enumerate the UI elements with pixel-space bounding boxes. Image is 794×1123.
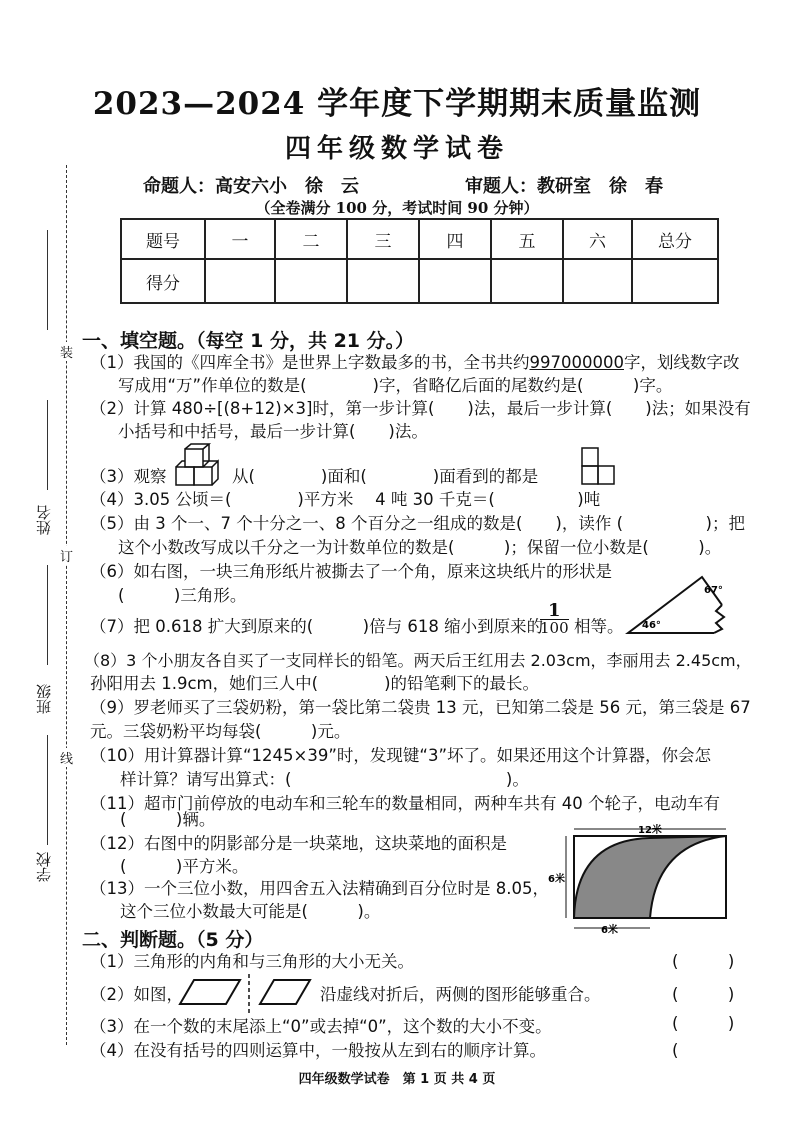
score-blank[interactable] <box>632 259 718 303</box>
cubes-figure <box>173 443 225 489</box>
question-6-line-1: （6）如右图，一块三角形纸片被撕去了一个角，原来这块纸片的形状是 <box>90 562 612 581</box>
question-6-line-2: ( )三角形。 <box>118 586 247 605</box>
score-cell: 三 <box>347 219 419 259</box>
question-8-line-2: 孙阳用去 1.9cm，她们三人中( )的铅笔剩下的最长。 <box>90 674 540 693</box>
score-blank[interactable] <box>419 259 491 303</box>
question-5-line-1: （5）由 3 个一、7 个十分之一、8 个百分之一组成的数是( )，读作 ( )；把 <box>90 514 745 533</box>
score-blank[interactable] <box>347 259 419 303</box>
q1-underlined-number: 997000000 <box>529 353 624 372</box>
question-2-line-2: 小括号和中括号，最后一步计算( )法。 <box>118 422 428 441</box>
question-1-line-1 <box>90 352 739 374</box>
question-7 <box>90 616 543 638</box>
q1-text-a: （1）我国的《四库全书》是世界上字数最多的书，全书共约 <box>90 353 530 372</box>
binding-label-zhuang: 装 <box>60 342 73 361</box>
question-12-line-2: ( )平方米。 <box>120 857 249 876</box>
question-10-line-1: （10）用计算器计算“1245×39”时，发现键“3”坏了。如果还用这个计算器，你会怎 <box>90 746 711 765</box>
question-9-line-2: 元。三袋奶粉平均每袋( )元。 <box>90 722 351 741</box>
binding-dashed-line <box>66 165 67 1045</box>
score-table <box>120 218 719 304</box>
judge-2 <box>90 984 183 1006</box>
school-name-line-top <box>47 230 48 330</box>
question-9-line-1: （9）罗老师买了三袋奶粉，第一袋比第二袋贵 13 元，已知第二袋是 56 元，第三袋是 67 <box>90 698 751 717</box>
school-label: 学校 <box>35 852 53 882</box>
judge-4: （4）在没有括号的四则运算中，一般按从左到右的顺序计算。 <box>90 1041 546 1060</box>
judge-3-answer[interactable]: ( ) <box>672 1014 735 1033</box>
view-shape-figure <box>580 446 616 486</box>
question-2-line-1: （2）计算 480÷[(8+12)×3]时，第一步计算( )法，最后一步计算( )法；如果没有 <box>90 399 751 418</box>
question-11-line-1: （11）超市门前停放的电动车和三轮车的数量相同，两种车共有 40 个轮子，电动车有 <box>90 794 720 813</box>
fraction-denominator: 100 <box>540 619 569 637</box>
section-2-heading: 二、判断题。（5 分） <box>82 929 264 951</box>
score-blank[interactable] <box>205 259 275 303</box>
judge-1-answer[interactable]: ( ) <box>672 952 735 971</box>
garden-bottom-length: 6米 <box>601 925 618 936</box>
j2-text-b: 沿虚线对折后，两侧的图形能够重合。 <box>320 985 601 1004</box>
triangle-angle-46: 46° <box>642 620 661 631</box>
question-1-line-2: 写成用“万”作单位的数是( )字，省略亿后面的尾数约是( )字。 <box>118 376 673 395</box>
binding-label-xian: 线 <box>60 748 73 767</box>
score-table-header-row <box>121 219 718 259</box>
q7-text-b: 相等。 <box>574 617 624 636</box>
question-13-line-2: 这个三位小数最大可能是( )。 <box>120 902 381 921</box>
fraction-numerator: 1 <box>540 603 569 620</box>
fraction-1-100 <box>540 600 569 637</box>
score-cell: 题号 <box>121 219 205 259</box>
q3-text-a: （3）观察 <box>90 467 167 486</box>
class-write-line[interactable] <box>47 565 48 665</box>
triangle-angle-67: 67° <box>704 585 723 596</box>
judge-4-answer[interactable]: ( <box>672 1041 679 1060</box>
question-8-line-1: （8）3 个小朋友各自买了一支同样长的铅笔。两天后王红用去 2.03cm，李丽用去 2.45cm， <box>84 651 752 670</box>
q3-text-b: 从( )面和( )面看到的都是 <box>232 467 539 486</box>
score-cell: 六 <box>563 219 632 259</box>
score-blank[interactable] <box>563 259 632 303</box>
judge-2-answer[interactable]: ( ) <box>672 985 735 1004</box>
score-cell: 二 <box>275 219 347 259</box>
name-label: 姓名 <box>35 505 53 535</box>
parallelogram-fold-figure <box>176 974 316 1016</box>
score-row-label: 得分 <box>121 259 205 303</box>
question-12-line-1: （12）右图中的阴影部分是一块菜地，这块菜地的面积是 <box>90 834 507 853</box>
j2-text-a: （2）如图， <box>90 985 183 1004</box>
score-table-score-row <box>121 259 718 303</box>
score-blank[interactable] <box>491 259 563 303</box>
authors-line <box>143 172 663 198</box>
judge-3: （3）在一个数的末尾添上“0”或去掉“0”，这个数的大小不变。 <box>90 1017 552 1036</box>
reviewer: 审题人：教研室 徐 春 <box>465 176 663 197</box>
question-13-line-1: （13）一个三位小数，用四舍五入法精确到百分位时是 8.05， <box>90 879 549 898</box>
exam-title: 2023—2024 学年度下学期期末质量监测 <box>92 86 702 122</box>
question-11-line-2: ( )辆。 <box>120 810 216 829</box>
score-cell: 一 <box>205 219 275 259</box>
torn-triangle-figure <box>624 575 734 637</box>
garden-top-length: 12米 <box>638 825 662 836</box>
score-cell: 总分 <box>632 219 718 259</box>
class-label: 班级 <box>35 684 53 714</box>
score-cell: 四 <box>419 219 491 259</box>
name-write-line[interactable] <box>47 400 48 490</box>
section-1-heading: 一、填空题。（每空 1 分，共 21 分。） <box>82 330 415 352</box>
garden-area-figure <box>546 824 736 936</box>
question-4: （4）3.05 公顷＝( )平方米 4 吨 30 千克＝( )吨 <box>90 490 601 509</box>
question-3 <box>90 466 167 488</box>
question-10-line-2: 样计算？请写出算式：( )。 <box>120 770 529 789</box>
question-5-line-2: 这个小数改写成以千分之一为计数单位的数是( )；保留一位小数是( )。 <box>118 538 722 557</box>
binding-label-ding: 订 <box>60 546 73 565</box>
school-write-line[interactable] <box>47 735 48 845</box>
judge-1: （1）三角形的内角和与三角形的大小无关。 <box>90 952 414 971</box>
garden-left-height: 6米 <box>548 874 565 885</box>
score-blank[interactable] <box>275 259 347 303</box>
proposer: 命题人：高安六小 徐 云 <box>143 176 359 197</box>
page-footer: 四年级数学试卷 第 1 页 共 4 页 <box>298 1072 496 1087</box>
exam-subtitle: 四年级数学试卷 <box>284 134 509 164</box>
exam-note: （全卷满分 100 分，考试时间 90 分钟） <box>255 199 539 217</box>
q7-text-a: （7）把 0.618 扩大到原来的( )倍与 618 缩小到原来的 <box>90 617 544 636</box>
score-cell: 五 <box>491 219 563 259</box>
q1-text-b: 字，划线数字改 <box>623 353 740 372</box>
